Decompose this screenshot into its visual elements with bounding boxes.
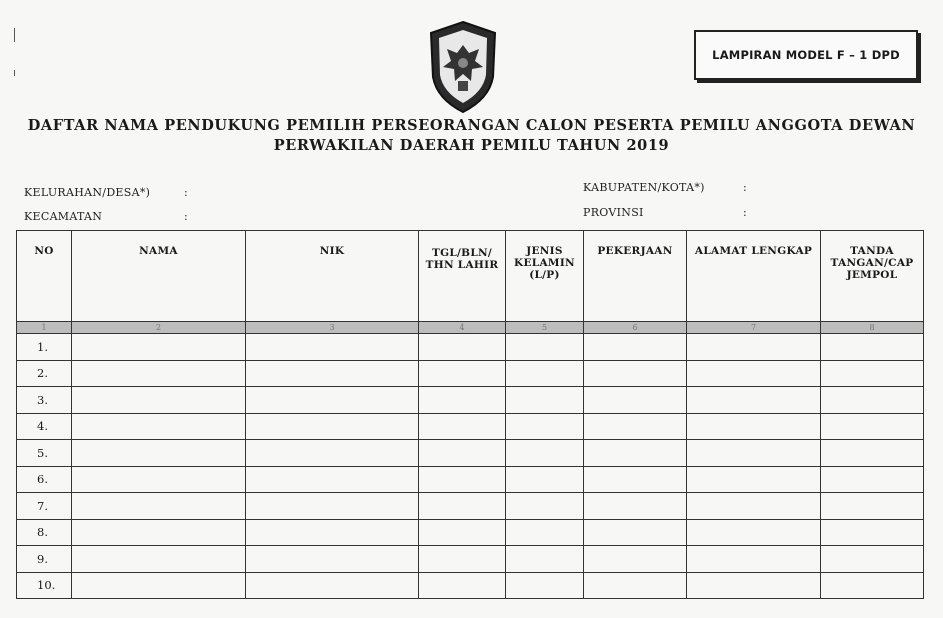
row-number: 6. xyxy=(17,466,72,493)
title-line-2: PERWAKILAN DAERAH PEMILU TAHUN 2019 xyxy=(273,137,670,154)
table-row xyxy=(17,546,924,573)
cell-tanda-tangan xyxy=(821,334,924,361)
cell-jenis-kelamin xyxy=(506,519,584,546)
cell-tgl-lahir xyxy=(419,466,506,493)
margin-mark xyxy=(14,28,15,42)
cell-tanda-tangan xyxy=(821,572,924,599)
row-number: 2. xyxy=(17,360,72,387)
field-kabupaten-sep: : xyxy=(743,181,748,194)
table-row xyxy=(17,493,924,520)
header-pekerjaan xyxy=(584,231,687,322)
column-number: 1 xyxy=(17,322,72,334)
header-nama xyxy=(72,231,246,322)
cell-jenis-kelamin xyxy=(506,546,584,573)
cell-tanda-tangan xyxy=(821,387,924,414)
cell-tgl-lahir xyxy=(419,440,506,467)
cell-tgl-lahir xyxy=(419,413,506,440)
cell-alamat xyxy=(687,360,821,387)
title-line-1: DAFTAR NAMA PENDUKUNG PEMILIH PERSEORANGAN CALON PESERTA PEMILU ANGGOTA DEWAN xyxy=(27,117,916,134)
table-header-row xyxy=(17,231,924,322)
header-nik xyxy=(246,231,419,322)
cell-tgl-lahir xyxy=(419,360,506,387)
row-number: 3. xyxy=(17,387,72,414)
field-provinsi-sep: : xyxy=(743,206,748,219)
cell-tanda-tangan xyxy=(821,360,924,387)
cell-alamat xyxy=(687,387,821,414)
cell-jenis-kelamin xyxy=(506,360,584,387)
header-jenis-kelamin-l3: (L/P) xyxy=(529,269,560,281)
row-number: 1. xyxy=(17,334,72,361)
cell-nama xyxy=(72,440,246,467)
field-kecamatan-label: KECAMATAN xyxy=(24,210,103,223)
cell-pekerjaan xyxy=(584,466,687,493)
kpu-logo xyxy=(425,19,501,115)
cell-pekerjaan xyxy=(584,360,687,387)
cell-nama xyxy=(72,493,246,520)
field-provinsi xyxy=(583,206,748,219)
cell-nama xyxy=(72,334,246,361)
cell-pekerjaan xyxy=(584,334,687,361)
cell-nama xyxy=(72,546,246,573)
header-alamat-l1: ALAMAT LENGKAP xyxy=(694,245,813,257)
header-tanda-tangan-l2: TANGAN/CAP xyxy=(830,257,914,269)
table-row xyxy=(17,519,924,546)
cell-nama xyxy=(72,413,246,440)
table-row xyxy=(17,413,924,440)
row-number: 7. xyxy=(17,493,72,520)
field-kelurahan xyxy=(24,186,189,199)
header-tgl-lahir-l1: TGL/BLN/ xyxy=(431,247,493,259)
header-tgl-lahir-l2: THN LAHIR xyxy=(425,259,499,271)
table-row xyxy=(17,572,924,599)
row-number: 8. xyxy=(17,519,72,546)
header-tgl-lahir xyxy=(419,231,506,322)
cell-pekerjaan xyxy=(584,413,687,440)
header-jenis-kelamin xyxy=(506,231,584,322)
cell-nik xyxy=(246,572,419,599)
header-jenis-kelamin-l2: KELAMIN xyxy=(514,257,575,269)
cell-nik xyxy=(246,493,419,520)
header-nama-l1: NAMA xyxy=(139,245,178,257)
field-kelurahan-sep: : xyxy=(184,186,189,199)
cell-nik xyxy=(246,466,419,493)
header-tanda-tangan-l1: TANDA xyxy=(850,245,894,257)
cell-jenis-kelamin xyxy=(506,493,584,520)
cell-alamat xyxy=(687,519,821,546)
header-jenis-kelamin-l1: JENIS xyxy=(526,245,563,257)
header-nik-l1: NIK xyxy=(319,245,345,257)
table-row xyxy=(17,440,924,467)
cell-nama xyxy=(72,519,246,546)
cell-jenis-kelamin xyxy=(506,334,584,361)
field-kelurahan-label: KELURAHAN/DESA*) xyxy=(24,186,151,199)
cell-tanda-tangan xyxy=(821,466,924,493)
column-number: 7 xyxy=(687,322,821,334)
cell-alamat xyxy=(687,334,821,361)
cell-pekerjaan xyxy=(584,387,687,414)
cell-nama xyxy=(72,360,246,387)
cell-tgl-lahir xyxy=(419,387,506,414)
cell-jenis-kelamin xyxy=(506,466,584,493)
cell-jenis-kelamin xyxy=(506,440,584,467)
table-row xyxy=(17,360,924,387)
field-kabupaten-label: KABUPATEN/KOTA*) xyxy=(583,181,705,194)
header-no-l1: NO xyxy=(34,245,54,257)
cell-pekerjaan xyxy=(584,493,687,520)
cell-pekerjaan xyxy=(584,519,687,546)
field-kecamatan xyxy=(24,210,189,223)
column-number: 3 xyxy=(246,322,419,334)
cell-nik xyxy=(246,440,419,467)
field-provinsi-label: PROVINSI xyxy=(583,206,644,219)
header-alamat xyxy=(687,231,821,322)
cell-tanda-tangan xyxy=(821,413,924,440)
column-number: 4 xyxy=(419,322,506,334)
table-row xyxy=(17,387,924,414)
badge-label: LAMPIRAN MODEL F – 1 DPD xyxy=(712,48,900,62)
row-number: 10. xyxy=(17,572,72,599)
cell-tanda-tangan xyxy=(821,493,924,520)
cell-nama xyxy=(72,466,246,493)
cell-nik xyxy=(246,413,419,440)
document-title xyxy=(0,116,943,156)
cell-alamat xyxy=(687,493,821,520)
cell-alamat xyxy=(687,440,821,467)
cell-tgl-lahir xyxy=(419,572,506,599)
header-no xyxy=(17,231,72,322)
cell-jenis-kelamin xyxy=(506,387,584,414)
field-kecamatan-sep: : xyxy=(184,210,189,223)
field-kabupaten xyxy=(583,181,748,194)
column-number-row xyxy=(17,322,924,334)
row-number: 4. xyxy=(17,413,72,440)
column-number: 8 xyxy=(821,322,924,334)
cell-pekerjaan xyxy=(584,572,687,599)
column-number: 2 xyxy=(72,322,246,334)
cell-tgl-lahir xyxy=(419,546,506,573)
cell-jenis-kelamin xyxy=(506,413,584,440)
row-number: 5. xyxy=(17,440,72,467)
cell-tanda-tangan xyxy=(821,546,924,573)
cell-nik xyxy=(246,360,419,387)
cell-alamat xyxy=(687,413,821,440)
header-tanda-tangan-l3: JEMPOL xyxy=(846,269,898,281)
document-model-badge xyxy=(694,30,918,80)
cell-nik xyxy=(246,519,419,546)
cell-alamat xyxy=(687,546,821,573)
cell-alamat xyxy=(687,466,821,493)
header-pekerjaan-l1: PEKERJAAN xyxy=(597,245,673,257)
cell-tgl-lahir xyxy=(419,493,506,520)
table-row xyxy=(17,334,924,361)
cell-tanda-tangan xyxy=(821,519,924,546)
cell-tgl-lahir xyxy=(419,519,506,546)
cell-nama xyxy=(72,387,246,414)
cell-nama xyxy=(72,572,246,599)
row-number: 9. xyxy=(17,546,72,573)
cell-alamat xyxy=(687,572,821,599)
margin-mark xyxy=(14,70,15,76)
cell-tanda-tangan xyxy=(821,440,924,467)
cell-jenis-kelamin xyxy=(506,572,584,599)
table-row xyxy=(17,466,924,493)
column-number: 6 xyxy=(584,322,687,334)
cell-pekerjaan xyxy=(584,546,687,573)
cell-nik xyxy=(246,334,419,361)
column-number: 5 xyxy=(506,322,584,334)
cell-pekerjaan xyxy=(584,440,687,467)
supporter-table xyxy=(16,230,924,599)
header-tanda-tangan xyxy=(821,231,924,322)
cell-nik xyxy=(246,546,419,573)
cell-nik xyxy=(246,387,419,414)
cell-tgl-lahir xyxy=(419,334,506,361)
